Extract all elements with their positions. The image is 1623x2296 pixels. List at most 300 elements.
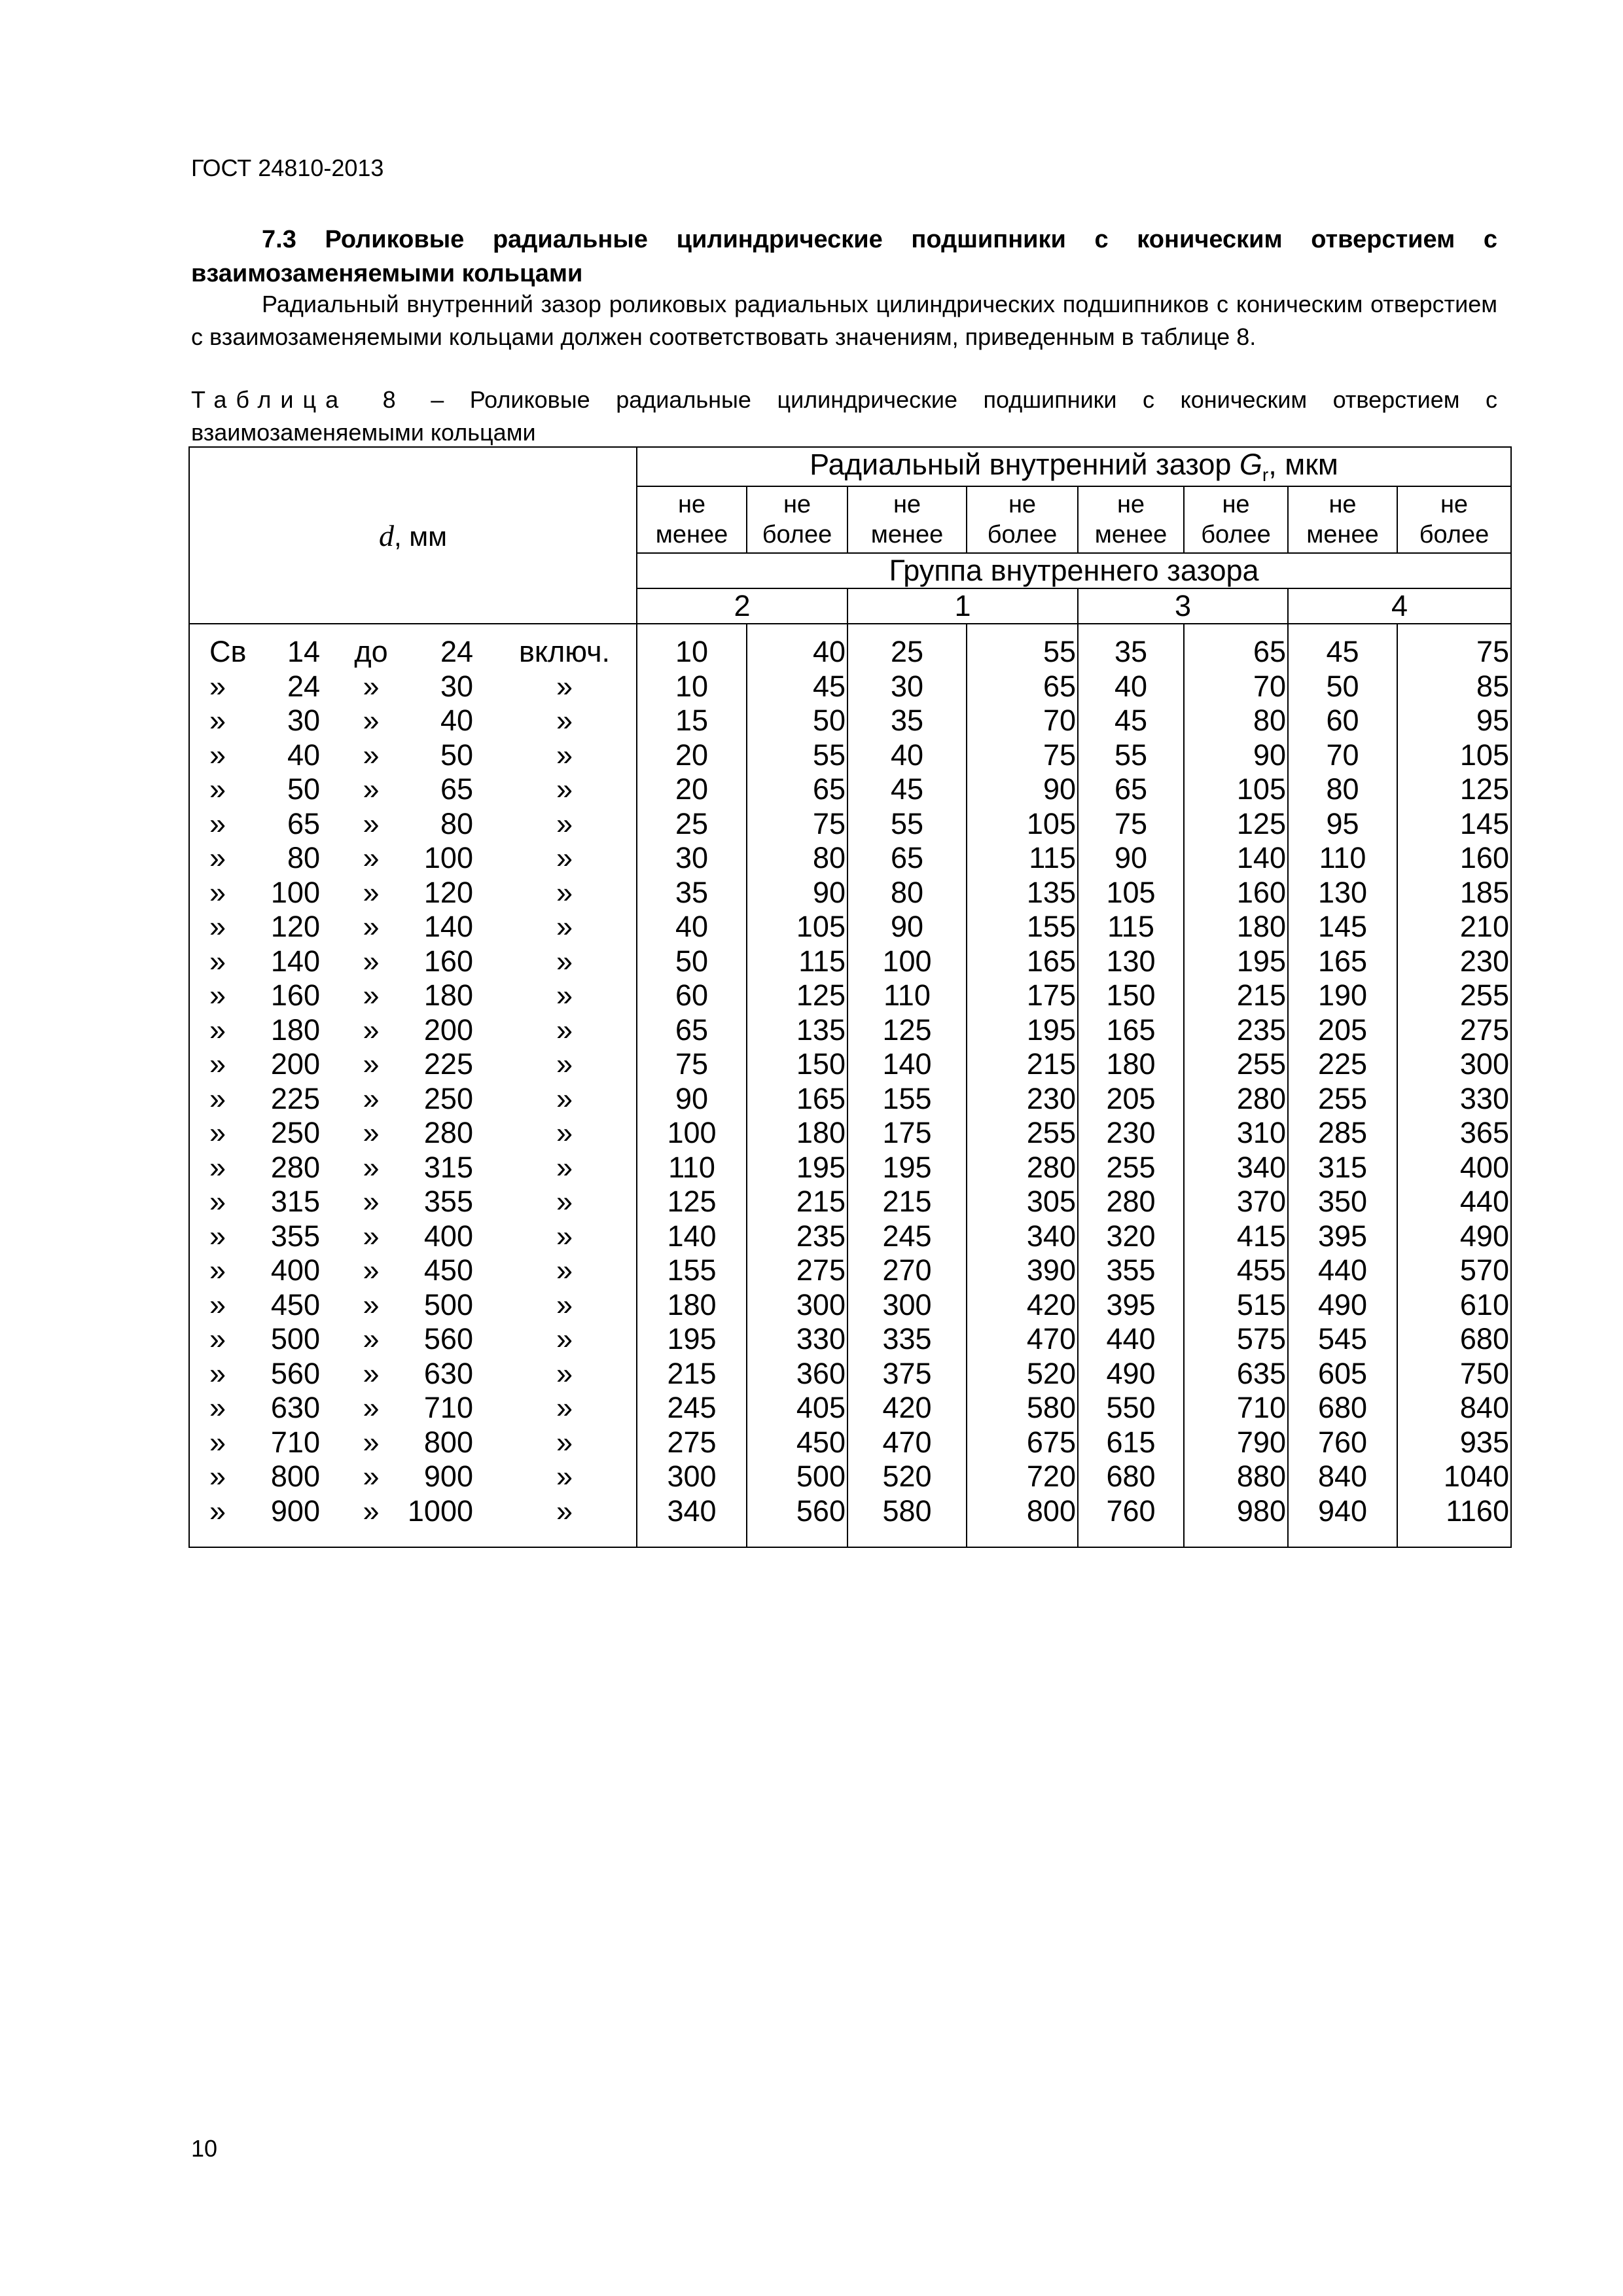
clearance-min: 270 (847, 1253, 967, 1288)
clearance-min: 205 (1288, 1013, 1397, 1048)
range-to-word: » (363, 875, 380, 909)
clearance-min: 275 (637, 1426, 747, 1460)
clearance-max: 45 (747, 670, 847, 704)
header-label-line: не (1440, 491, 1469, 518)
clearance-max: 75 (1397, 624, 1511, 670)
clearance-max: 800 (967, 1494, 1078, 1548)
clearance-table (188, 446, 1512, 1548)
header-group-number: 3 (1078, 588, 1288, 624)
table-row (189, 1391, 1511, 1426)
clearance-min: 75 (637, 1047, 747, 1082)
range-inclusive: » (493, 944, 637, 979)
clearance-min: 100 (637, 1116, 747, 1151)
clearance-max: 105 (747, 910, 847, 944)
range-to-word: » (340, 1494, 402, 1548)
clearance-min: 470 (847, 1426, 967, 1460)
header-min (1288, 486, 1397, 553)
diameter-from: 315 (270, 1185, 320, 1219)
clearance-min: 175 (847, 1116, 967, 1151)
clearance-max: 105 (1184, 772, 1288, 807)
clearance-max: 415 (1184, 1219, 1288, 1254)
clearance-min: 190 (1288, 978, 1397, 1013)
range-inclusive: » (493, 1288, 637, 1323)
diameter-to: 180 (423, 978, 473, 1013)
clearance-max: 230 (1397, 944, 1511, 979)
clearance-max: 280 (967, 1151, 1078, 1185)
range-prefix: » (189, 1357, 252, 1391)
diameter-to: 900 (423, 1460, 473, 1494)
table-row (189, 944, 1511, 979)
clearance-max: 125 (1397, 772, 1511, 807)
diameter-to: 400 (423, 1219, 473, 1253)
clearance-max: 175 (967, 978, 1078, 1013)
range-prefix: » (189, 1047, 252, 1082)
range-inclusive: » (493, 1185, 637, 1219)
range-inclusive: » (493, 704, 637, 738)
clearance-max: 195 (747, 1151, 847, 1185)
diameter-to: 100 (423, 841, 473, 875)
clearance-min: 205 (1078, 1082, 1184, 1117)
clearance-max: 85 (1397, 670, 1511, 704)
body-paragraph: Радиальный внутренний зазор роликовых радиальных цилиндрических подшипников с коничеcким отверстием с взаимозаменяемыми кольцами должен соответствовать значениям, приведенным в таблице 8. (191, 291, 1497, 350)
clearance-min: 95 (1288, 807, 1397, 842)
clearance-min: 940 (1288, 1494, 1397, 1548)
clearance-max: 65 (1184, 624, 1288, 670)
clearance-max: 55 (747, 738, 847, 773)
clearance-max: 330 (1397, 1082, 1511, 1117)
clearance-max: 255 (967, 1116, 1078, 1151)
header-label-line: менее (1306, 521, 1379, 548)
range-prefix: » (189, 1116, 252, 1151)
range-inclusive: » (493, 1151, 637, 1185)
clearance-min: 100 (847, 944, 967, 979)
range-to-word: » (363, 1185, 380, 1219)
clearance-max: 180 (1184, 910, 1288, 944)
clearance-min: 245 (637, 1391, 747, 1426)
range-prefix: » (189, 978, 252, 1013)
clearance-max: 195 (1184, 944, 1288, 979)
clearance-min: 315 (1288, 1151, 1397, 1185)
clearance-min: 55 (847, 807, 967, 842)
clearance-max: 575 (1184, 1322, 1288, 1357)
table-row (189, 841, 1511, 876)
table-row (189, 807, 1511, 842)
diameter-from: 14 (287, 635, 320, 669)
range-inclusive: » (493, 1013, 637, 1048)
range-inclusive: » (493, 738, 637, 773)
clearance-min: 50 (1288, 670, 1397, 704)
clearance-min: 145 (1288, 910, 1397, 944)
range-inclusive: » (493, 1494, 637, 1548)
range-inclusive: » (493, 1047, 637, 1082)
clearance-min: 140 (637, 1219, 747, 1254)
clearance-max: 90 (1184, 738, 1288, 773)
header-label-line: не (677, 491, 706, 518)
clearance-max: 90 (967, 772, 1078, 807)
header-d-unit: , мм (393, 520, 448, 552)
range-to-word: » (363, 738, 380, 772)
clearance-max: 210 (1397, 910, 1511, 944)
range-prefix: » (189, 772, 252, 807)
clearance-min: 760 (1078, 1494, 1184, 1548)
clearance-max: 560 (747, 1494, 847, 1548)
clearance-max: 135 (967, 876, 1078, 910)
header-label-line: менее (1094, 521, 1168, 548)
clearance-min: 130 (1288, 876, 1397, 910)
clearance-max: 235 (747, 1219, 847, 1254)
clearance-max: 75 (967, 738, 1078, 773)
clearance-min: 20 (637, 772, 747, 807)
range-inclusive: » (493, 841, 637, 876)
range-to-word: » (363, 1425, 380, 1459)
clearance-max: 750 (1397, 1357, 1511, 1391)
range-prefix: » (189, 1460, 252, 1494)
range-to-word: » (363, 1081, 380, 1115)
clearance-max: 720 (967, 1460, 1078, 1494)
diameter-from: 24 (287, 669, 320, 703)
table-caption (191, 384, 1497, 449)
clearance-min: 70 (1288, 738, 1397, 773)
header-group-number: 4 (1288, 588, 1511, 624)
diameter-from: 180 (270, 1013, 320, 1047)
diameter-to: 630 (423, 1356, 473, 1390)
header-label-line: не (1116, 491, 1145, 518)
range-prefix: » (189, 704, 252, 738)
diameter-from: 40 (287, 738, 320, 772)
diameter-from: 120 (270, 910, 320, 944)
diameter-from: 160 (270, 978, 320, 1013)
clearance-min: 395 (1288, 1219, 1397, 1254)
table-row (189, 738, 1511, 773)
diameter-to: 560 (423, 1322, 473, 1356)
clearance-min: 40 (637, 910, 747, 944)
range-to-word: » (363, 1047, 380, 1081)
clearance-min: 155 (637, 1253, 747, 1288)
diameter-to: 800 (423, 1425, 473, 1459)
range-inclusive: » (493, 1460, 637, 1494)
clearance-min: 65 (637, 1013, 747, 1048)
header-clearance-group: Группа внутреннего зазора (637, 553, 1511, 588)
clearance-max: 215 (1184, 978, 1288, 1013)
range-to-word: » (363, 669, 380, 703)
table-row (189, 1322, 1511, 1357)
clearance-max: 790 (1184, 1426, 1288, 1460)
clearance-max: 365 (1397, 1116, 1511, 1151)
clearance-min: 215 (847, 1185, 967, 1219)
table-row (189, 910, 1511, 944)
range-prefix: Св (189, 624, 252, 670)
clearance-max: 340 (967, 1219, 1078, 1254)
clearance-min: 340 (637, 1494, 747, 1548)
clearance-max: 340 (1184, 1151, 1288, 1185)
clearance-max: 675 (967, 1426, 1078, 1460)
range-inclusive: » (493, 1116, 637, 1151)
clearance-max: 65 (747, 772, 847, 807)
clearance-max: 180 (747, 1116, 847, 1151)
range-inclusive: » (493, 807, 637, 842)
diameter-to: 225 (423, 1047, 473, 1081)
range-prefix: » (189, 944, 252, 979)
header-label-line: более (762, 521, 832, 548)
clearance-min: 680 (1078, 1460, 1184, 1494)
range-to-word: » (363, 1013, 380, 1047)
range-prefix: » (189, 1288, 252, 1323)
diameter-from: 280 (270, 1150, 320, 1184)
diameter-from: 560 (270, 1356, 320, 1390)
header-label-line: не (1008, 491, 1037, 518)
clearance-max: 710 (1184, 1391, 1288, 1426)
clearance-min: 110 (847, 978, 967, 1013)
clearance-max: 405 (747, 1391, 847, 1426)
header-label-line: не (783, 491, 812, 518)
table-row (189, 1082, 1511, 1117)
clearance-min: 375 (847, 1357, 967, 1391)
clearance-min: 80 (1288, 772, 1397, 807)
diameter-from: 200 (270, 1047, 320, 1081)
range-inclusive: » (493, 1391, 637, 1426)
clearance-max: 520 (967, 1357, 1078, 1391)
clearance-max: 160 (1397, 841, 1511, 876)
diameter-from: 450 (270, 1287, 320, 1321)
diameter-to: 80 (440, 806, 473, 840)
clearance-max: 330 (747, 1322, 847, 1357)
header-label-line: менее (870, 521, 944, 548)
clearance-max: 115 (747, 944, 847, 979)
clearance-max: 470 (967, 1322, 1078, 1357)
table-row (189, 1116, 1511, 1151)
clearance-min: 125 (637, 1185, 747, 1219)
clearance-max: 235 (1184, 1013, 1288, 1048)
clearance-min: 395 (1078, 1288, 1184, 1323)
diameter-from: 400 (270, 1253, 320, 1287)
range-inclusive: » (493, 1322, 637, 1357)
document-header: ГОСТ 24810-2013 (191, 154, 384, 181)
clearance-max: 75 (747, 807, 847, 842)
table-row (189, 876, 1511, 910)
range-to-word: » (363, 944, 380, 978)
clearance-max: 230 (967, 1082, 1078, 1117)
clearance-max: 980 (1184, 1494, 1288, 1548)
clearance-max: 125 (747, 978, 847, 1013)
clearance-max: 500 (747, 1460, 847, 1494)
range-to-word: » (363, 910, 380, 944)
table-row (189, 1460, 1511, 1494)
range-to-word: » (363, 1322, 380, 1356)
table-row (189, 1047, 1511, 1082)
table-row (189, 624, 1511, 670)
range-prefix: » (189, 1151, 252, 1185)
clearance-min: 320 (1078, 1219, 1184, 1254)
clearance-min: 75 (1078, 807, 1184, 842)
clearance-min: 195 (847, 1151, 967, 1185)
page-number: 10 (191, 2135, 218, 2162)
clearance-max: 1160 (1397, 1494, 1511, 1548)
clearance-min: 125 (847, 1013, 967, 1048)
table-row (189, 1288, 1511, 1323)
clearance-max: 155 (967, 910, 1078, 944)
clearance-min: 25 (847, 624, 967, 670)
clearance-min: 300 (847, 1288, 967, 1323)
clearance-min: 550 (1078, 1391, 1184, 1426)
header-radial-clearance-symbol: G (1239, 448, 1262, 481)
range-prefix: » (189, 807, 252, 842)
header-max (967, 486, 1078, 553)
clearance-min: 10 (637, 670, 747, 704)
range-to-word: » (363, 1253, 380, 1287)
table-row (189, 1013, 1511, 1048)
diameter-to: 500 (423, 1287, 473, 1321)
clearance-max: 160 (1184, 876, 1288, 910)
range-inclusive: » (493, 1426, 637, 1460)
range-inclusive: » (493, 978, 637, 1013)
diameter-from: 250 (270, 1116, 320, 1150)
clearance-max: 135 (747, 1013, 847, 1048)
clearance-max: 400 (1397, 1151, 1511, 1185)
range-to-word: » (363, 1116, 380, 1150)
diameter-from: 65 (287, 806, 320, 840)
clearance-min: 165 (1078, 1013, 1184, 1048)
clearance-max: 840 (1397, 1391, 1511, 1426)
diameter-from: 500 (270, 1322, 320, 1356)
clearance-min: 10 (637, 624, 747, 670)
table-row (189, 704, 1511, 738)
clearance-max: 65 (967, 670, 1078, 704)
clearance-min: 440 (1078, 1322, 1184, 1357)
clearance-max: 935 (1397, 1426, 1511, 1460)
range-to-word: » (363, 1219, 380, 1253)
diameter-from: 900 (252, 1494, 340, 1548)
clearance-max: 255 (1184, 1047, 1288, 1082)
clearance-max: 880 (1184, 1460, 1288, 1494)
clearance-min: 150 (1078, 978, 1184, 1013)
clearance-min: 45 (847, 772, 967, 807)
diameter-to: 50 (440, 738, 473, 772)
clearance-min: 140 (847, 1047, 967, 1082)
clearance-min: 110 (637, 1151, 747, 1185)
header-label-line: более (987, 521, 1058, 548)
clearance-min: 350 (1288, 1185, 1397, 1219)
clearance-min: 300 (637, 1460, 747, 1494)
diameter-from: 140 (270, 944, 320, 978)
clearance-max: 215 (747, 1185, 847, 1219)
range-inclusive: » (493, 1082, 637, 1117)
clearance-min: 20 (637, 738, 747, 773)
header-max (1397, 486, 1511, 553)
table-caption-text: – Роликовые радиальные цилиндрические подшипники с коническим отверстием с взаимозаменяемыми кольцами (191, 386, 1497, 446)
clearance-min: 230 (1078, 1116, 1184, 1151)
header-radial-clearance-text: Радиальный внутренний зазор (810, 448, 1240, 481)
clearance-min: 115 (1078, 910, 1184, 944)
table-row (189, 772, 1511, 807)
clearance-min: 60 (1288, 704, 1397, 738)
range-prefix: » (189, 1013, 252, 1048)
clearance-max: 1040 (1397, 1460, 1511, 1494)
clearance-min: 335 (847, 1322, 967, 1357)
clearance-min: 490 (1078, 1357, 1184, 1391)
clearance-min: 605 (1288, 1357, 1397, 1391)
clearance-min: 680 (1288, 1391, 1397, 1426)
range-inclusive: » (493, 670, 637, 704)
range-to-word: » (363, 1150, 380, 1184)
clearance-min: 255 (1288, 1082, 1397, 1117)
header-label-line: менее (655, 521, 728, 548)
range-prefix: » (189, 841, 252, 876)
clearance-max: 420 (967, 1288, 1078, 1323)
clearance-min: 245 (847, 1219, 967, 1254)
header-label-line: не (893, 491, 921, 518)
header-min (1078, 486, 1184, 553)
clearance-max: 275 (747, 1253, 847, 1288)
header-radial-clearance-sub: r (1262, 465, 1269, 485)
clearance-max: 95 (1397, 704, 1511, 738)
clearance-max: 115 (967, 841, 1078, 876)
header-radial-clearance-unit: , мкм (1268, 448, 1338, 481)
diameter-to: 355 (423, 1185, 473, 1219)
diameter-to: 160 (423, 944, 473, 978)
table-row (189, 1357, 1511, 1391)
clearance-max: 40 (747, 624, 847, 670)
clearance-max: 80 (1184, 704, 1288, 738)
clearance-max: 165 (967, 944, 1078, 979)
diameter-from: 225 (270, 1081, 320, 1115)
range-to-word: » (363, 978, 380, 1013)
clearance-min: 65 (1078, 772, 1184, 807)
table-row (189, 978, 1511, 1013)
diameter-to: 710 (423, 1391, 473, 1425)
clearance-max: 70 (967, 704, 1078, 738)
clearance-min: 285 (1288, 1116, 1397, 1151)
range-to-word: » (363, 806, 380, 840)
header-radial-clearance (637, 447, 1511, 486)
diameter-from: 800 (270, 1460, 320, 1494)
diameter-from: 100 (270, 875, 320, 909)
clearance-min: 90 (847, 910, 967, 944)
header-label-line: более (1419, 521, 1489, 548)
clearance-min: 15 (637, 704, 747, 738)
diameter-to: 1000 (402, 1494, 493, 1548)
clearance-min: 105 (1078, 876, 1184, 910)
range-prefix: » (189, 1219, 252, 1254)
clearance-max: 195 (967, 1013, 1078, 1048)
clearance-min: 520 (847, 1460, 967, 1494)
header-max (1184, 486, 1288, 553)
clearance-min: 180 (1078, 1047, 1184, 1082)
range-to-word: » (363, 1287, 380, 1321)
range-inclusive: » (493, 910, 637, 944)
clearance-max: 80 (747, 841, 847, 876)
diameter-to: 280 (423, 1116, 473, 1150)
table-row (189, 670, 1511, 704)
clearance-max: 310 (1184, 1116, 1288, 1151)
clearance-min: 165 (1288, 944, 1397, 979)
clearance-max: 140 (1184, 841, 1288, 876)
clearance-min: 130 (1078, 944, 1184, 979)
diameter-to: 40 (440, 704, 473, 738)
clearance-max: 105 (1397, 738, 1511, 773)
diameter-from: 630 (270, 1391, 320, 1425)
diameter-from: 50 (287, 772, 320, 806)
range-to-word: » (363, 1391, 380, 1425)
table-row (189, 1185, 1511, 1219)
diameter-to: 140 (423, 910, 473, 944)
header-label-line: не (1329, 491, 1357, 518)
clearance-max: 515 (1184, 1288, 1288, 1323)
clearance-min: 60 (637, 978, 747, 1013)
clearance-min: 615 (1078, 1426, 1184, 1460)
range-prefix: » (189, 670, 252, 704)
clearance-max: 390 (967, 1253, 1078, 1288)
clearance-max: 90 (747, 876, 847, 910)
